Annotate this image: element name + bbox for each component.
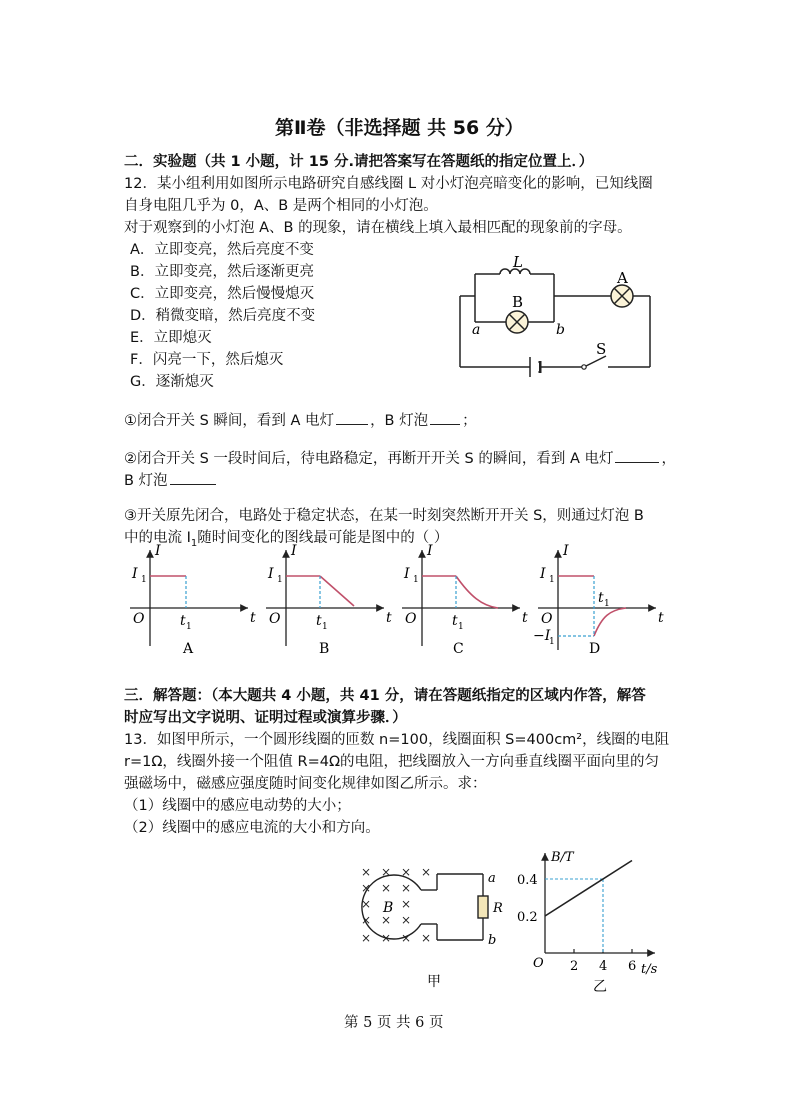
answer-blank-1[interactable] xyxy=(336,410,368,425)
q12-option-g: G．逐渐熄灭 xyxy=(130,374,214,390)
q12-part3-text: 中的电流 I xyxy=(124,530,191,546)
q12-intro-line3: 对于观察到的小灯泡 A、B 的现象，请在横线上填入最相匹配的现象前的字母。 xyxy=(124,220,632,236)
q13-line1: 13．如图甲所示，一个圆形线圈的匝数 n=100，线圈面积 S=400cm²，线圈的电阻 xyxy=(124,732,670,748)
field-cross: × xyxy=(361,865,372,879)
graph-d-i1-sub: 1 xyxy=(549,575,555,585)
q12-part1-text-a: ①闭合开关 S 瞬间，看到 A 电灯 xyxy=(124,413,335,429)
q12-part1-text-c: ； xyxy=(462,413,477,429)
field-cross: × xyxy=(421,931,432,945)
q13-line3: 强磁场中，磁感应强度随时间变化规律如图乙所示。求： xyxy=(124,776,487,792)
graph-b-i1-sub: 1 xyxy=(277,575,283,585)
graph-c-origin: O xyxy=(405,611,417,627)
graph-b-caption: B xyxy=(319,641,330,657)
graph-d-y-label: I xyxy=(563,543,569,559)
figure-jia-coil xyxy=(355,860,515,990)
y-tick-label: 0.2 xyxy=(517,910,538,925)
q12-option-d: D．稍微变暗，然后亮度不变 xyxy=(130,308,316,324)
graph-a-origin: O xyxy=(133,611,145,627)
x-axis-label: t/s xyxy=(641,962,658,977)
data-line xyxy=(545,861,632,917)
field-cross: × xyxy=(421,865,432,879)
graph-b-origin: O xyxy=(269,611,281,627)
q12-option-c: C．立即变亮，然后慢慢熄灭 xyxy=(130,286,315,302)
section-heading-answer-1: 三．解答题：（本大题共 4 小题，共 41 分，请在答题纸指定的区域内作答，解答 xyxy=(124,688,646,704)
circuit-diagram xyxy=(450,253,660,382)
q13-subquestion-2: （2）线圈中的感应电流的大小和方向。 xyxy=(124,820,380,836)
q12-part1-text-b: ，B 灯泡 xyxy=(370,413,429,429)
field-cross: × xyxy=(401,865,412,879)
field-cross: × xyxy=(381,881,392,895)
x-tick-label: 2 xyxy=(570,959,579,974)
q12-part3-line1: ③开关原先闭合，电路处于稳定状态，在某一时刻突然断开开关 S，则通过灯泡 B xyxy=(124,508,644,524)
q12-part2-text-b: ， xyxy=(661,451,676,467)
graph-d-origin: O xyxy=(541,611,553,627)
graph-a-y-label: I xyxy=(155,543,161,559)
q12-part2-text-a: ②闭合开关 S 一段时间后，待电路稳定，再断开开关 S 的瞬间，看到 A 电灯 xyxy=(124,451,614,467)
q12-part2-text-c: B 灯泡 xyxy=(124,473,168,489)
q12-option-e: E．立即熄灭 xyxy=(130,330,212,346)
node-b-label: b xyxy=(556,322,565,338)
graph-a-i1: I xyxy=(132,566,138,582)
y-tick-label: 0.4 xyxy=(517,873,538,888)
x-tick-label: 4 xyxy=(599,959,608,974)
graph-d-t1: t xyxy=(598,590,604,606)
field-cross: × xyxy=(381,931,392,945)
graph-d-i1: I xyxy=(540,566,546,582)
figure-yi-chart xyxy=(515,845,675,995)
graph-a xyxy=(130,543,256,657)
graph-a-i1-sub: 1 xyxy=(141,575,147,585)
lamp-a-label: A xyxy=(617,269,628,287)
graph-c-y-label: I xyxy=(427,543,433,559)
q12-part2-line2 xyxy=(124,470,218,491)
q12-part3-rest: 随时间变化的图线最可能是图中的（ ） xyxy=(197,530,449,546)
q12-option-a: A．立即变亮，然后亮度不变 xyxy=(130,242,314,258)
field-cross: × xyxy=(401,931,412,945)
terminal-b-label: b xyxy=(488,933,497,948)
page-footer: 第 5 页 共 6 页 xyxy=(344,1015,444,1031)
graph-b-t1-sub: 1 xyxy=(322,622,328,632)
field-cross: × xyxy=(381,865,392,879)
field-cross: × xyxy=(401,913,412,927)
graph-d-neg-i1-sub: 1 xyxy=(549,637,555,647)
answer-blank-3[interactable] xyxy=(615,448,659,463)
graph-c-i1: I xyxy=(404,566,410,582)
q12-intro-line1: 12．某小组利用如图所示电路研究自感线圈 L 对小灯泡亮暗变化的影响，已知线圈 xyxy=(124,176,653,192)
graph-a-t1-sub: 1 xyxy=(186,622,192,632)
field-cross: × xyxy=(361,897,372,911)
q12-part3-sub: 1 xyxy=(190,537,198,549)
graph-c xyxy=(402,543,528,657)
graph-b-i1: I xyxy=(268,566,274,582)
field-cross: × xyxy=(361,913,372,927)
inductor-label: L xyxy=(513,253,523,271)
q12-option-f: F．闪亮一下，然后熄灭 xyxy=(130,352,284,368)
field-cross: × xyxy=(401,881,412,895)
field-cross: × xyxy=(401,897,412,911)
graph-a-caption: A xyxy=(183,641,194,657)
magnetic-field-crosses xyxy=(361,865,431,945)
page-title: 第Ⅱ卷（非选择题 共 56 分） xyxy=(275,117,524,139)
y-axis-label: B/T xyxy=(551,850,574,865)
q13-line2: r=1Ω，线圈外接一个阻值 R=4Ω的电阻，把线圈放入一方向垂直线圈平面向里的匀 xyxy=(124,754,660,770)
q12-option-b: B．立即变亮，然后逐渐更亮 xyxy=(130,264,314,280)
switch-label: S xyxy=(596,340,607,358)
graph-d-caption: D xyxy=(589,641,601,657)
node-a-label: a xyxy=(472,322,481,338)
field-cross: × xyxy=(361,931,372,945)
answer-blank-2[interactable] xyxy=(430,410,460,425)
answer-blank-4[interactable] xyxy=(170,470,216,485)
graph-b xyxy=(266,543,392,657)
q13-subquestion-1: （1）线圈中的感应电动势的大小； xyxy=(124,798,351,814)
graph-d-neg-i1: −I xyxy=(533,628,551,644)
graph-b-t1: t xyxy=(316,613,322,629)
q12-part1 xyxy=(124,410,477,431)
q12-intro-line2: 自身电阻几乎为 0，A、B 是两个相同的小灯泡。 xyxy=(124,198,438,214)
field-b-label: B xyxy=(383,900,394,916)
graph-d-t1-sub: 1 xyxy=(604,599,610,609)
x-tick-label: 6 xyxy=(628,959,637,974)
graph-a-t1: t xyxy=(180,613,186,629)
figure-jia-caption: 甲 xyxy=(427,974,441,990)
lamp-b-label: B xyxy=(512,293,524,311)
graph-c-t1: t xyxy=(452,613,458,629)
graph-d xyxy=(533,543,664,657)
graph-d-x-label: t xyxy=(658,610,664,626)
graph-c-x-label: t xyxy=(522,610,528,626)
graph-c-t1-sub: 1 xyxy=(458,622,464,632)
graph-b-x-label: t xyxy=(386,610,392,626)
graph-b-y-label: I xyxy=(291,543,297,559)
graph-c-caption: C xyxy=(453,641,464,657)
resistor-label: R xyxy=(493,901,503,916)
graph-a-x-label: t xyxy=(250,610,256,626)
field-cross: × xyxy=(381,913,392,927)
figure-yi-caption: 乙 xyxy=(593,979,607,995)
graph-c-i1-sub: 1 xyxy=(413,575,419,585)
q12-part2-line1 xyxy=(124,448,676,469)
section-heading-answer-2: 时应写出文字说明、证明过程或演算步骤．） xyxy=(124,710,407,726)
origin-label: O xyxy=(533,956,544,971)
terminal-a-label: a xyxy=(488,871,496,886)
field-cross: × xyxy=(361,881,372,895)
section-heading-experiment: 二．实验题（共 1 小题，计 15 分.请把答案写在答题纸的指定位置上．） xyxy=(124,154,594,170)
